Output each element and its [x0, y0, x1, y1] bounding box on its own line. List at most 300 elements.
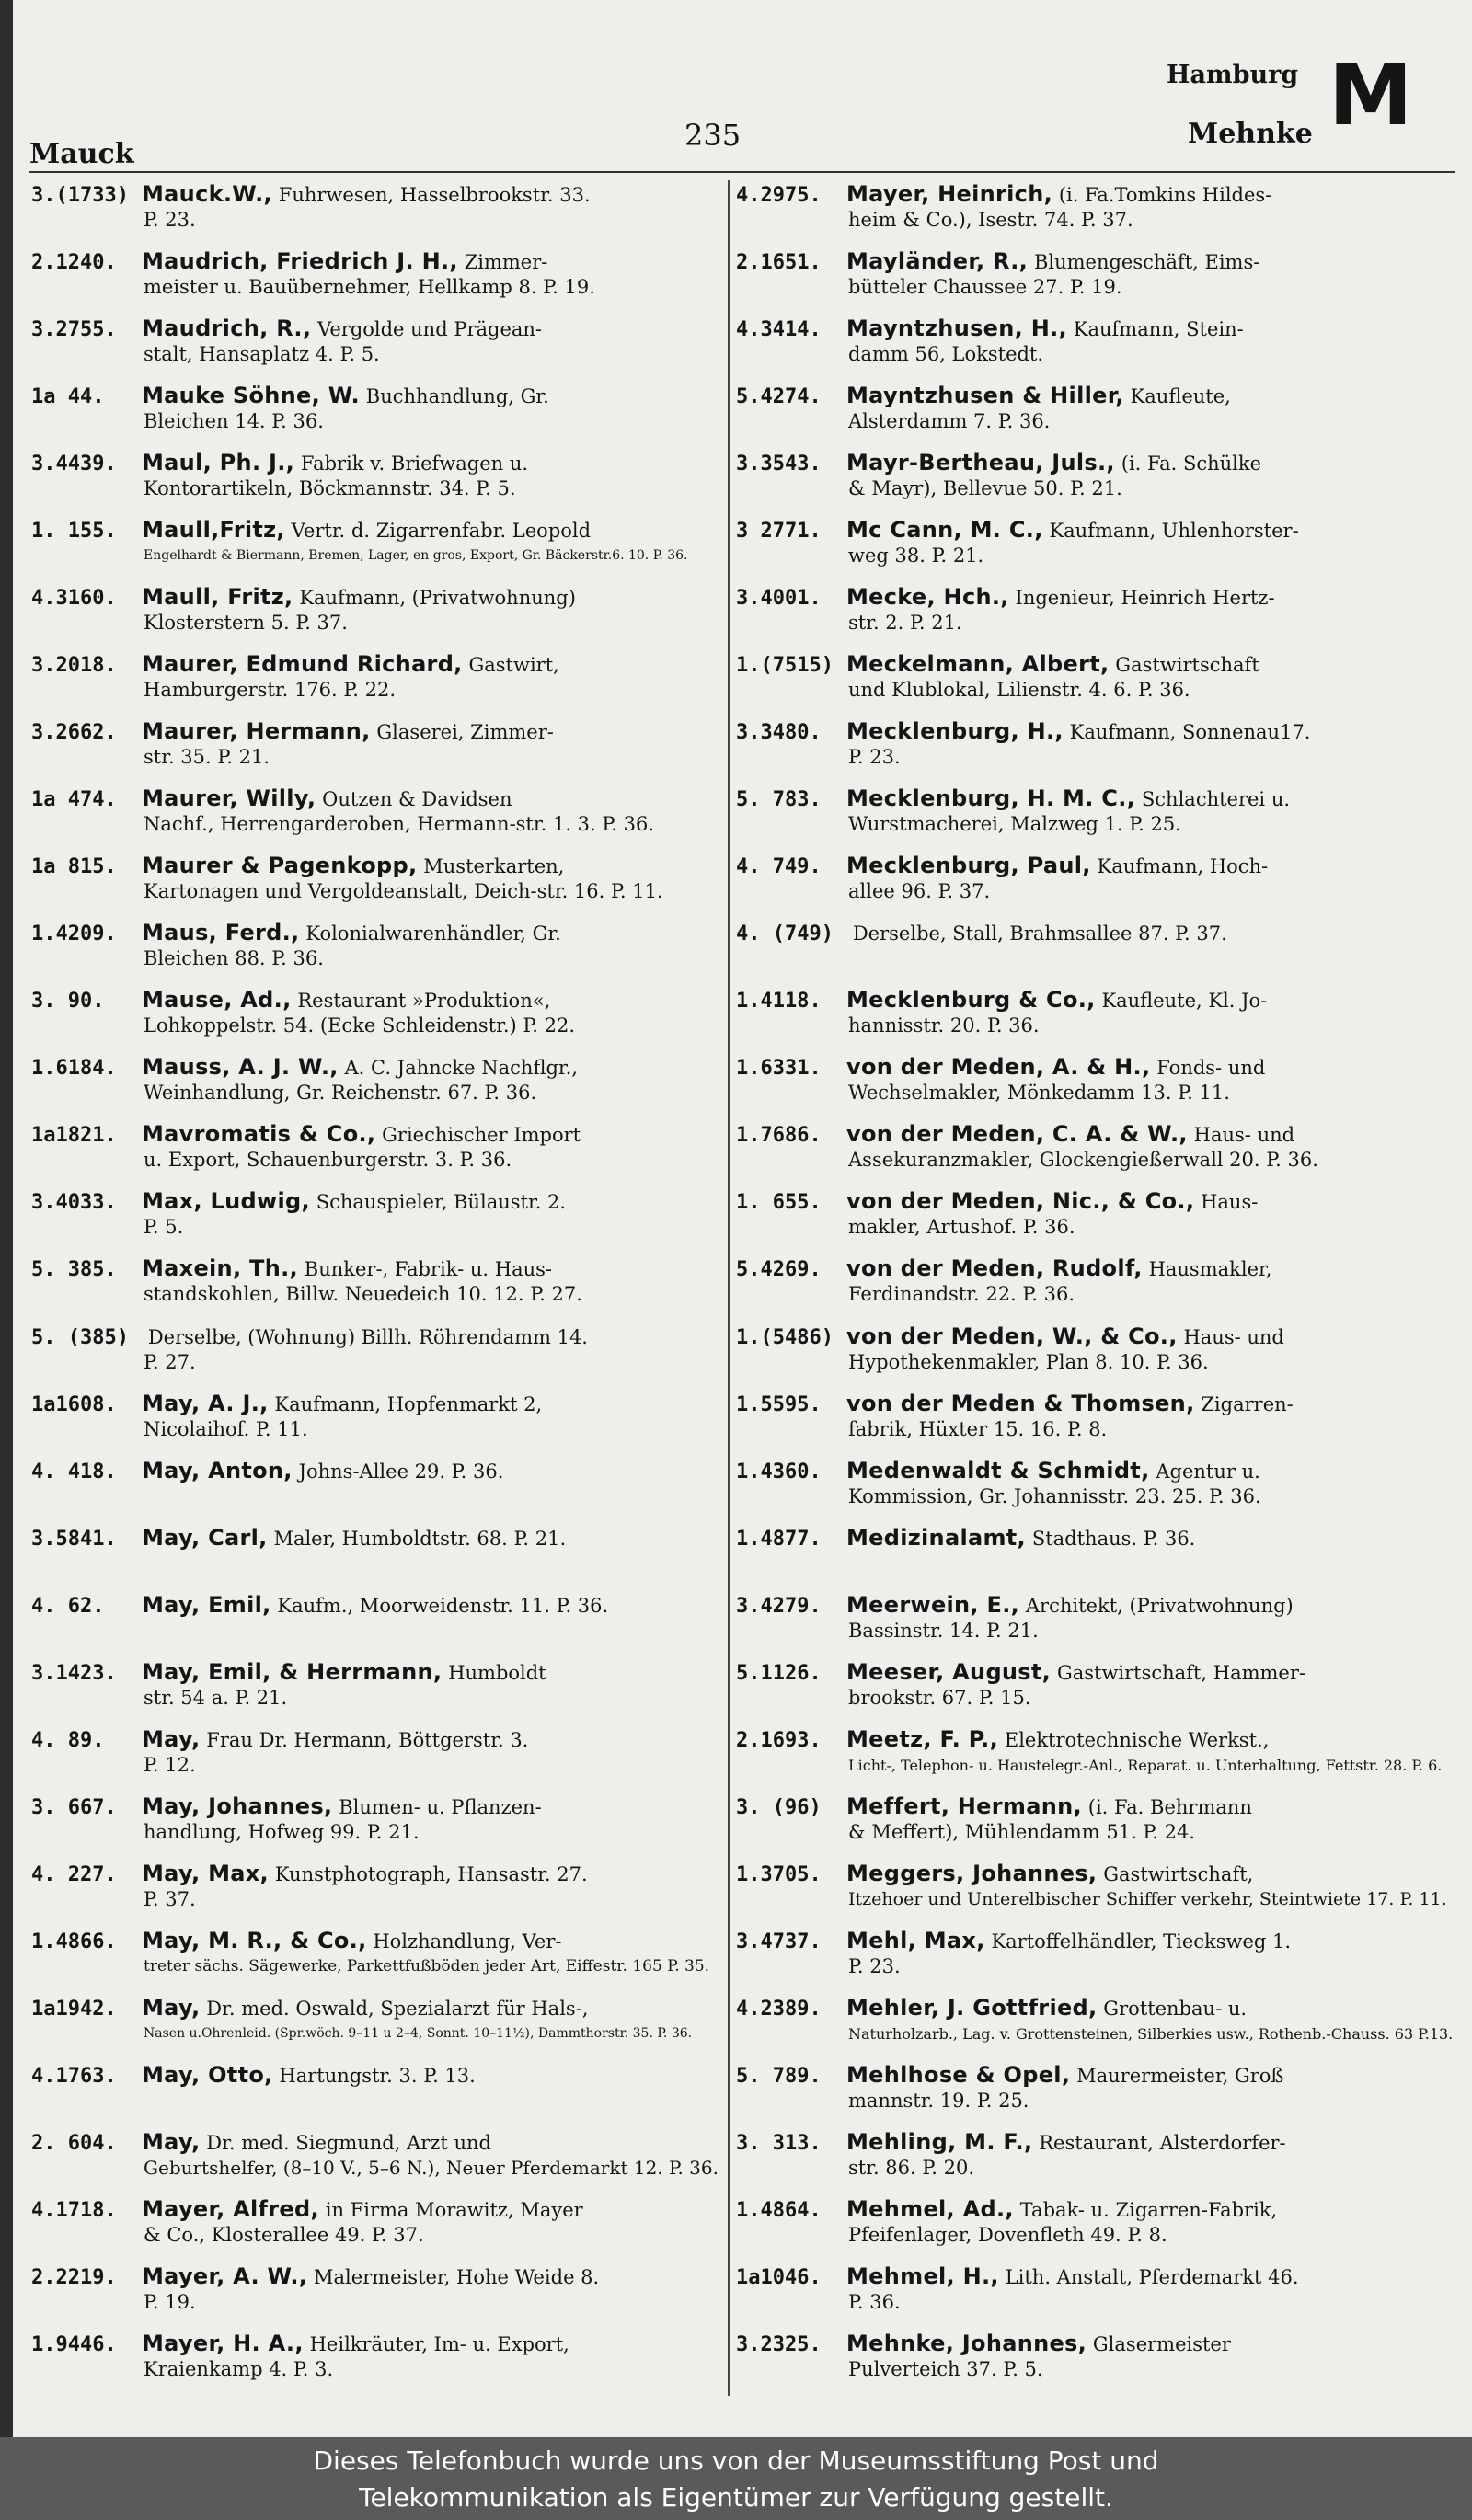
- entry-continuation: Kontorartikeln, Böckmannstr. 34. P. 5.: [144, 477, 516, 499]
- entry-continuation: weg 38. P. 21.: [848, 544, 984, 567]
- entry-continuation: P. 36.: [848, 2291, 901, 2313]
- entry-continuation: bütteler Chaussee 27. P. 19.: [848, 276, 1122, 298]
- entry-details: Maler, Humboldtstr. 68. P. 21.: [273, 1528, 567, 1550]
- phone-number: 1.3705.: [736, 1863, 822, 1886]
- subscriber-name: Mayer, H. A.,: [142, 2331, 304, 2356]
- subscriber-name: Mayntzhusen, H.,: [846, 315, 1067, 341]
- entry-continuation: Klosterstern 5. P. 37.: [144, 612, 348, 634]
- directory-entry: [736, 1861, 1463, 1912]
- directory-entry: [31, 1861, 721, 1912]
- directory-entry: [736, 1256, 1463, 1307]
- directory-entry: [736, 2197, 1463, 2248]
- phone-number: 3. (96): [736, 1796, 822, 1819]
- entry-details: Hausmakler,: [1148, 1258, 1272, 1280]
- phone-number: 4.2389.: [736, 1998, 822, 2021]
- entry-line-1: [31, 1459, 721, 1484]
- subscriber-name: Mauss, A. J. W.,: [142, 1054, 339, 1080]
- subscriber-name: Mehler, J. Gottfried,: [846, 1995, 1098, 2021]
- subscriber-name: May, Johannes,: [142, 1793, 333, 1819]
- entry-line-1: [736, 1660, 1463, 1686]
- subscriber-name: von der Meden, C. A. & W.,: [846, 1121, 1188, 1147]
- entry-line-1: [736, 921, 1463, 946]
- subscriber-name: Mayer, A. W.,: [142, 2263, 308, 2289]
- entry-continuation: Wechselmakler, Mönkedamm 13. P. 11.: [848, 1082, 1230, 1104]
- phone-number: 1.(7515): [736, 654, 834, 677]
- entry-details: Lith. Anstalt, Pferdemarkt 46.: [1005, 2266, 1299, 2288]
- entry-line-1: [31, 2063, 721, 2089]
- footer-line-1: Dieses Telefonbuch wurde uns von der Museumsstiftung Post und: [313, 2446, 1159, 2476]
- entry-details: Agentur u.: [1156, 1460, 1260, 1483]
- entry-details: Glasermeister: [1092, 2333, 1231, 2355]
- phone-number: 2.1240.: [31, 251, 117, 274]
- entry-details: Maurermeister, Groß: [1076, 2065, 1284, 2087]
- directory-entry: [31, 249, 721, 300]
- entry-line-1: [736, 652, 1463, 678]
- entry-continuation: str. 86. P. 20.: [848, 2157, 974, 2179]
- entry-line-1: [31, 1392, 721, 1417]
- subscriber-name: von der Meden & Thomsen,: [846, 1391, 1195, 1416]
- phone-number: 1. 155.: [31, 520, 117, 543]
- entry-continuation: hannisstr. 20. P. 36.: [848, 1014, 1040, 1037]
- entry-details: Kaufmann, Sonnenau17.: [1069, 721, 1311, 743]
- phone-number: 4.1718.: [31, 2199, 117, 2222]
- entry-details: Schlachterei u.: [1141, 788, 1291, 810]
- directory-entry: [31, 518, 721, 568]
- entry-continuation: und Klublokal, Lilienstr. 4. 6. P. 36.: [848, 679, 1190, 701]
- phone-number: 5. 783.: [736, 788, 822, 811]
- phone-number: 3.5841.: [31, 1528, 117, 1551]
- subscriber-name: Mecke, Hch.,: [846, 584, 1009, 610]
- entry-continuation: Assekuranzmakler, Glockengießerwall 20. P. 36.: [848, 1149, 1318, 1171]
- directory-entry: [31, 1660, 721, 1711]
- phone-number: 4. 749.: [736, 855, 822, 878]
- phone-number: 3. 90.: [31, 990, 105, 1013]
- subscriber-name: Maurer, Hermann,: [142, 718, 371, 744]
- phone-number: 3.4279.: [736, 1595, 822, 1618]
- phone-number: 2.1693.: [736, 1729, 822, 1752]
- entry-line-1: [736, 518, 1463, 544]
- entry-details: Johns-Allee 29. P. 36.: [298, 1460, 504, 1483]
- entry-details: Kolonialwarenhändler, Gr.: [305, 922, 561, 945]
- directory-entry: [31, 719, 721, 770]
- entry-continuation: Itzehoer und Unterelbischer Schiffer verkehr, Steintwiete 17. P. 11.: [848, 1889, 1447, 1909]
- entry-continuation: Nasen u.Ohrenleid. (Spr.wöch. 9–11 u 2–4, Sonnt. 10–11½), Dammthorstr. 35. P. 36.: [144, 2026, 693, 2041]
- entry-details: Zigarren-: [1201, 1393, 1294, 1415]
- column-divider: [728, 180, 730, 2396]
- entry-continuation: P. 23.: [848, 1955, 901, 1977]
- entry-continuation: allee 96. P. 37.: [848, 880, 991, 902]
- directory-entry: [31, 652, 721, 703]
- entry-line-1: [31, 1324, 721, 1350]
- entry-line-1: [31, 1189, 721, 1215]
- phone-number: 3.4001.: [736, 587, 822, 610]
- entry-line-1: [736, 1526, 1463, 1552]
- entry-continuation: stalt, Hansaplatz 4. P. 5.: [144, 343, 380, 365]
- phone-number: 1. 655.: [736, 1191, 822, 1214]
- entry-details: Heilkräuter, Im- u. Export,: [309, 2333, 569, 2355]
- entry-line-1: [736, 1189, 1463, 1215]
- phone-number: 3.4033.: [31, 1191, 117, 1214]
- subscriber-name: Medizinalamt,: [846, 1525, 1026, 1551]
- entry-line-1: [736, 451, 1463, 476]
- entry-line-1: [736, 1593, 1463, 1619]
- entry-continuation: P. 27.: [144, 1351, 196, 1373]
- directory-entry: [31, 1189, 721, 1240]
- entry-details: Kaufm., Moorweidenstr. 11. P. 36.: [277, 1595, 609, 1617]
- entry-continuation: Weinhandlung, Gr. Reichenstr. 67. P. 36.: [144, 1082, 537, 1104]
- directory-entry: [31, 988, 721, 1038]
- directory-entry: [736, 1055, 1463, 1105]
- directory-entry: [736, 316, 1463, 367]
- entry-continuation: P. 5.: [144, 1216, 184, 1238]
- entry-details: Frau Dr. Hermann, Böttgerstr. 3.: [206, 1729, 529, 1751]
- phone-number: 1a1821.: [31, 1124, 117, 1147]
- subscriber-name: May, Otto,: [142, 2062, 273, 2088]
- subscriber-name: Maurer & Pagenkopp,: [142, 853, 418, 878]
- subscriber-name: Mehmel, Ad.,: [846, 2196, 1014, 2222]
- phone-number: 1a1046.: [736, 2266, 822, 2289]
- entry-details: Stadthaus. P. 36.: [1031, 1528, 1196, 1550]
- phone-number: 1a1608.: [31, 1393, 117, 1416]
- entry-line-1: [736, 585, 1463, 611]
- phone-number: 1a 474.: [31, 788, 117, 811]
- phone-number: 1a1942.: [31, 1998, 117, 2021]
- directory-entry: [736, 1660, 1463, 1711]
- entry-line-1: [31, 518, 721, 544]
- directory-entry: [736, 719, 1463, 770]
- subscriber-name: Meffert, Hermann,: [846, 1793, 1082, 1819]
- entry-details: Gastwirtschaft: [1115, 654, 1259, 676]
- phone-number: 1.4360.: [736, 1460, 822, 1483]
- entry-line-1: [31, 2264, 721, 2290]
- entry-continuation: heim & Co.), Isestr. 74. P. 37.: [848, 209, 1133, 231]
- entry-details: Restaurant »Produktion«,: [297, 990, 551, 1012]
- entry-line-1: [736, 786, 1463, 812]
- entry-details: Bunker-, Fabrik- u. Haus-: [304, 1258, 552, 1280]
- directory-entry: [31, 2130, 721, 2181]
- subscriber-name: Maull,Fritz,: [142, 517, 285, 543]
- entry-details: Buchhandlung, Gr.: [365, 385, 549, 407]
- directory-entry: [736, 518, 1463, 568]
- phone-number: 2.2219.: [31, 2266, 117, 2289]
- entry-continuation: makler, Artushof. P. 36.: [848, 1216, 1075, 1238]
- phone-number: 3.4439.: [31, 452, 117, 475]
- directory-entry: [31, 1122, 721, 1173]
- entry-details: Kaufmann, Stein-: [1073, 318, 1244, 340]
- entry-details: Dr. med. Siegmund, Arzt und: [206, 2132, 491, 2154]
- entry-line-1: [736, 1392, 1463, 1417]
- entry-details: Holzhandlung, Ver-: [373, 1930, 562, 1953]
- phone-number: 1.6184.: [31, 1057, 117, 1080]
- entry-details: Kaufleute,: [1130, 385, 1231, 407]
- subscriber-name: Meckelmann, Albert,: [846, 651, 1110, 677]
- entry-line-1: [736, 1256, 1463, 1282]
- entry-details: Dr. med. Oswald, Spezialarzt für Hals-,: [206, 1998, 589, 2020]
- entry-line-1: [31, 1794, 721, 1820]
- entry-line-1: [31, 1861, 721, 1887]
- entry-continuation: Pfeifenlager, Dovenfleth 49. P. 8.: [848, 2224, 1167, 2246]
- phone-number: 1.4118.: [736, 990, 822, 1013]
- directory-entry: [31, 1256, 721, 1307]
- entry-line-1: [31, 2331, 721, 2357]
- subscriber-name: Mayntzhusen & Hiller,: [846, 383, 1124, 408]
- left-column: [31, 182, 721, 2399]
- directory-entry: [736, 921, 1463, 946]
- subscriber-name: Mauke Söhne, W.: [142, 383, 360, 408]
- footer-notice: [0, 2437, 1472, 2520]
- entry-details: (i. Fa. Behrmann: [1087, 1796, 1252, 1818]
- subscriber-name: Mehling, M. F.,: [846, 2129, 1033, 2155]
- phone-number: 2.1651.: [736, 251, 822, 274]
- entry-details: Vertr. d. Zigarrenfabr. Leopold: [291, 520, 592, 542]
- phone-number: 4.1763.: [31, 2065, 117, 2088]
- entry-continuation: Wurstmacherei, Malzweg 1. P. 25.: [848, 813, 1181, 835]
- entry-line-1: [736, 1996, 1463, 2022]
- directory-entry: [31, 1794, 721, 1845]
- directory-entry: [31, 384, 721, 434]
- directory-entry: [736, 2264, 1463, 2315]
- directory-entry: [736, 1324, 1463, 1375]
- subscriber-name: Max, Ludwig,: [142, 1188, 310, 1214]
- subscriber-name: Maurer, Willy,: [142, 785, 316, 811]
- header-rule: [29, 171, 1455, 173]
- entry-line-1: [31, 719, 721, 745]
- entry-continuation: P. 23.: [144, 209, 196, 231]
- entry-continuation: str. 35. P. 21.: [144, 746, 270, 768]
- subscriber-name: Mecklenburg, H.,: [846, 718, 1064, 744]
- directory-entry: [31, 1324, 721, 1375]
- entry-details: Griechischer Import: [382, 1124, 581, 1146]
- entry-line-1: [736, 2264, 1463, 2290]
- entry-details: Vergolde und Prägean-: [317, 318, 543, 340]
- phone-number: 3.4737.: [736, 1930, 822, 1953]
- directory-entry: [736, 1459, 1463, 1509]
- entry-continuation: Alsterdamm 7. P. 36.: [848, 410, 1051, 432]
- entry-details: Glaserei, Zimmer-: [376, 721, 554, 743]
- phone-number: 5. (385): [31, 1326, 129, 1349]
- entry-details: (i. Fa.Tomkins Hildes-: [1058, 184, 1272, 206]
- directory-entry: [31, 1392, 721, 1442]
- entry-details: Kaufmann, (Privatwohnung): [299, 587, 576, 609]
- directory-entry: [736, 249, 1463, 300]
- entry-details: Fonds- und: [1156, 1057, 1266, 1079]
- phone-number: 3 2771.: [736, 520, 822, 543]
- directory-entry: [31, 2331, 721, 2382]
- directory-entry: [736, 1392, 1463, 1442]
- entry-continuation: treter sächs. Sägewerke, Parkettfußböden jeder Art, Eiffestr. 165 P. 35.: [144, 1957, 710, 1976]
- entry-line-1: [31, 585, 721, 611]
- right-column: [736, 182, 1463, 2399]
- entry-details: Blumengeschäft, Eims-: [1033, 251, 1260, 273]
- subscriber-name: Mecklenburg & Co.,: [846, 987, 1096, 1013]
- entry-details: Haus-: [1201, 1191, 1259, 1213]
- directory-entry: [736, 652, 1463, 703]
- phone-number: 4. (749): [736, 922, 834, 945]
- entry-continuation: str. 54 a. P. 21.: [144, 1687, 288, 1709]
- entry-continuation: Naturholzarb., Lag. v. Grottensteinen, Silberkies usw., Rothenb.-Chauss. 63 P.13.: [848, 2025, 1454, 2043]
- entry-line-1: [736, 316, 1463, 342]
- directory-entry: [31, 1996, 721, 2046]
- entry-details: Derselbe, Stall, Brahmsallee 87. P. 37.: [852, 922, 1227, 945]
- directory-entry: [736, 1996, 1463, 2046]
- entry-details: Schauspieler, Bülaustr. 2.: [316, 1191, 567, 1213]
- subscriber-name: Medenwaldt & Schmidt,: [846, 1458, 1150, 1483]
- directory-entry: [31, 451, 721, 501]
- phone-number: 3.2662.: [31, 721, 117, 744]
- phone-number: 4. 89.: [31, 1729, 105, 1752]
- subscriber-name: Meeser, August,: [846, 1659, 1052, 1685]
- directory-entry: [736, 2331, 1463, 2382]
- entry-continuation: meister u. Bauübernehmer, Hellkamp 8. P. 19.: [144, 276, 595, 298]
- entry-details: Zimmer-: [464, 251, 548, 273]
- phone-number: 1a 44.: [31, 385, 105, 408]
- phone-number: 2. 604.: [31, 2132, 117, 2155]
- entry-details: Musterkarten,: [423, 855, 565, 877]
- entry-details: Fabrik v. Briefwagen u.: [300, 452, 529, 475]
- entry-details: in Firma Morawitz, Mayer: [325, 2199, 583, 2221]
- entry-line-1: [31, 1256, 721, 1282]
- entry-line-1: [736, 988, 1463, 1014]
- subscriber-name: von der Meden, A. & H.,: [846, 1054, 1151, 1080]
- subscriber-name: von der Meden, Rudolf,: [846, 1255, 1143, 1281]
- entry-details: Malermeister, Hohe Weide 8.: [314, 2266, 600, 2288]
- directory-entry: [736, 988, 1463, 1038]
- entry-details: Gastwirtschaft,: [1103, 1863, 1254, 1885]
- directory-entry: [31, 316, 721, 367]
- entry-continuation: & Co., Klosterallee 49. P. 37.: [144, 2224, 424, 2246]
- entry-line-1: [736, 1727, 1463, 1753]
- entry-details: Ingenieur, Heinrich Hertz-: [1015, 587, 1275, 609]
- subscriber-name: May, Emil,: [142, 1592, 271, 1618]
- entry-line-1: [31, 1526, 721, 1552]
- directory-entry: [736, 853, 1463, 904]
- entry-line-1: [31, 1660, 721, 1686]
- entry-line-1: [31, 1996, 721, 2022]
- directory-entry: [31, 1526, 721, 1552]
- entry-line-1: [736, 249, 1463, 275]
- entry-details: Blumen- u. Pflanzen-: [339, 1796, 542, 1818]
- subscriber-name: May, M. R., & Co.,: [142, 1928, 367, 1953]
- directory-entry: [31, 786, 721, 837]
- entry-line-1: [31, 921, 721, 946]
- entry-line-1: [736, 1459, 1463, 1484]
- subscriber-name: Meetz, F. P.,: [846, 1726, 999, 1752]
- entry-details: Humboldt: [448, 1662, 546, 1684]
- subscriber-name: Mehl, Max,: [846, 1928, 985, 1953]
- subscriber-name: Mecklenburg, H. M. C.,: [846, 785, 1136, 811]
- directory-entry: [31, 921, 721, 971]
- subscriber-name: May, Carl,: [142, 1525, 268, 1551]
- phone-number: 1.4877.: [736, 1528, 822, 1551]
- entry-continuation: Kommission, Gr. Johannisstr. 23. 25. P. 36.: [848, 1485, 1261, 1507]
- entry-line-1: [31, 1593, 721, 1619]
- entry-details: Kaufmann, Hoch-: [1097, 855, 1269, 877]
- phone-number: 3.3480.: [736, 721, 822, 744]
- entry-line-1: [736, 182, 1463, 208]
- subscriber-name: von der Meden, Nic., & Co.,: [846, 1188, 1195, 1214]
- subscriber-name: Mause, Ad.,: [142, 987, 292, 1013]
- phone-number: 3.1423.: [31, 1662, 117, 1685]
- entry-details: Kaufmann, Uhlenhorster-: [1049, 520, 1299, 542]
- entry-continuation: P. 37.: [144, 1888, 196, 1910]
- entry-continuation: Ferdinandstr. 22. P. 36.: [848, 1283, 1075, 1305]
- phone-number: 1.4866.: [31, 1930, 117, 1953]
- subscriber-name: Maxein, Th.,: [142, 1255, 298, 1281]
- entry-line-1: [736, 719, 1463, 745]
- subscriber-name: Maurer, Edmund Richard,: [142, 651, 463, 677]
- phone-number: 4.3160.: [31, 587, 117, 610]
- directory-entry: [736, 786, 1463, 837]
- entry-line-1: [31, 451, 721, 476]
- directory-entry: [31, 1593, 721, 1619]
- phone-number: 3. 313.: [736, 2132, 822, 2155]
- entry-line-1: [31, 384, 721, 409]
- phone-number: 3.2325.: [736, 2333, 822, 2356]
- directory-entry: [31, 182, 721, 233]
- phone-number: 4. 227.: [31, 1863, 117, 1886]
- phone-number: 4. 418.: [31, 1460, 117, 1483]
- entry-continuation: Bleichen 14. P. 36.: [144, 410, 324, 432]
- phone-number: 1.7686.: [736, 1124, 822, 1147]
- subscriber-name: Maudrich, Friedrich J. H.,: [142, 248, 458, 274]
- subscriber-name: Maus, Ferd.,: [142, 920, 300, 945]
- entry-details: Architekt, (Privatwohnung): [1025, 1595, 1294, 1617]
- subscriber-name: Maudrich, R.,: [142, 315, 312, 341]
- directory-entry: [31, 1727, 721, 1778]
- entry-line-1: [736, 2197, 1463, 2223]
- entry-details: (i. Fa. Schülke: [1121, 452, 1262, 475]
- entry-line-1: [736, 2063, 1463, 2089]
- phone-number: 4. 62.: [31, 1595, 105, 1618]
- subscriber-name: Mecklenburg, Paul,: [846, 853, 1091, 878]
- entry-details: Hartungstr. 3. P. 13.: [279, 2065, 476, 2087]
- entry-line-1: [736, 1122, 1463, 1148]
- directory-entry: [736, 451, 1463, 501]
- subscriber-name: Mehlhose & Opel,: [846, 2062, 1071, 2088]
- entry-line-1: [31, 652, 721, 678]
- subscriber-name: Mayr-Bertheau, Juls.,: [846, 450, 1115, 475]
- entry-line-1: [31, 249, 721, 275]
- entry-line-1: [736, 853, 1463, 879]
- entry-continuation: Bassinstr. 14. P. 21.: [848, 1620, 1039, 1642]
- entry-continuation: & Meffert), Mühlendamm 51. P. 24.: [848, 1821, 1196, 1843]
- entry-continuation: Pulverteich 37. P. 5.: [848, 2358, 1043, 2380]
- entry-line-1: [736, 2331, 1463, 2357]
- phone-number: 3.2018.: [31, 654, 117, 677]
- phone-number: 1.4864.: [736, 2199, 822, 2222]
- phone-number: 5.4274.: [736, 385, 822, 408]
- directory-entry: [736, 2063, 1463, 2113]
- entry-details: Gastwirt,: [468, 654, 559, 676]
- phone-number: 3.2755.: [31, 318, 117, 341]
- directory-entry: [31, 2264, 721, 2315]
- entry-details: Derselbe, (Wohnung) Billh. Röhrendamm 14.: [147, 1326, 588, 1348]
- entry-line-1: [736, 1861, 1463, 1887]
- phone-number: 3.3543.: [736, 452, 822, 475]
- subscriber-name: Maull, Fritz,: [142, 584, 293, 610]
- directory-entry: [31, 2197, 721, 2248]
- directory-entry: [736, 384, 1463, 434]
- entry-details: Kaufmann, Hopfenmarkt 2,: [274, 1393, 543, 1415]
- phone-number: 3. 667.: [31, 1796, 117, 1819]
- directory-entry: [31, 585, 721, 636]
- phone-number: 5. 385.: [31, 1258, 117, 1281]
- header-letter: M: [1328, 46, 1413, 144]
- subscriber-name: May,: [142, 1995, 201, 2021]
- entry-line-1: [31, 316, 721, 342]
- directory-entry: [736, 182, 1463, 233]
- directory-entry: [31, 1055, 721, 1105]
